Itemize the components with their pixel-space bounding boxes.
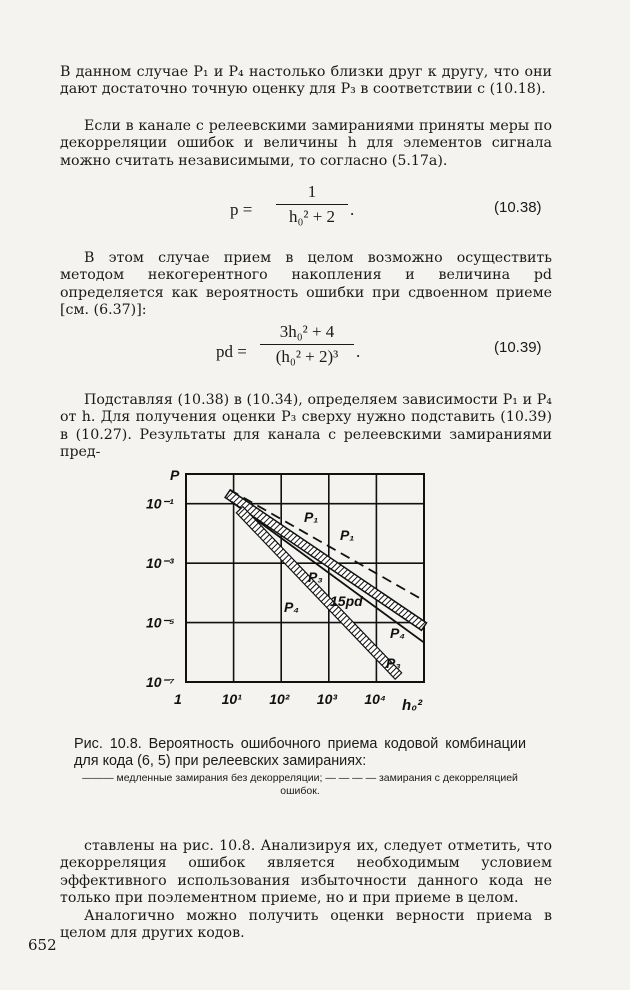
curve-annotation: P₁ [304,509,319,525]
figure-legend: ——— медленные замирания без декорреляции; — — — — замирания с декорреляцией ошибок. [82,772,518,797]
x-axis-label: h₀² [402,697,423,714]
page-number: 652 [28,936,57,954]
curve-annotation: P₄ [284,599,299,615]
paragraph-5: ставлены на рис. 10.8. Анализируя их, следует отметить, что декорреляция ошибок является необходимым условием эффективного использования избыточности данного кода не только при поэлементном приеме, но и при приеме в целом. [60,838,552,907]
x-tick-label: 10² [269,691,290,707]
formula-period: . [356,342,361,361]
curve-p1-dashed [230,490,424,601]
formula-denominator: h₀² + 2 [288,207,336,226]
paragraph-3: В этом случае прием в целом возможно осуществить методом некогерентного накопления и величина pd определяется как вероятность ошибки при сдвоенном приеме [см. (6.37)]: [60,250,552,319]
y-axis-label: P [170,467,180,483]
formula-period: . [350,200,355,219]
formula-lhs: pd = [216,342,247,361]
y-tick-label: 10⁻⁷ [146,674,175,690]
x-tick-label: 10³ [316,691,338,707]
x-tick-label: 1 [174,691,182,707]
x-tick-label: 10¹ [221,691,242,707]
formula-numerator: 3h₀² + 4 [260,322,354,345]
paragraph-1: В данном случае P₁ и P₄ настолько близки друг к другу, что они дают достаточно точную оценку для P₃ в соответствии с (10.18). [60,64,552,98]
formula-denominator: (h₀² + 2)³ [275,347,339,366]
curve-pd [232,502,424,643]
curve-annotation: P₄ [390,625,405,641]
paragraph-6: Аналогично можно получить оценки верности приема в целом для других кодов. [60,908,552,942]
equation-number: (10.39) [494,339,542,356]
figure-caption: Рис. 10.8. Вероятность ошибочного приема кодовой комбинации для кода (6, 5) при релеевских замираниях: [74,736,526,769]
paragraph-2: Если в канале с релеевскими замираниями приняты меры по декорреляции ошибок и величины h для элементов сигнала можно считать независимыми, то согласно (5.17а). [60,118,552,169]
y-tick-label: 10⁻⁵ [146,614,175,631]
y-tick-label: 10⁻¹ [146,495,174,512]
formula-numerator: 1 [276,182,348,205]
formula-lhs: p = [230,200,253,219]
curve-annotation: P₃ [386,655,401,671]
paragraph-4: Подставляя (10.38) в (10.34), определяем зависимости P₁ и P₄ от h. Для получения оценки P₃ сверху нужно подставить (10.39) в (10.27). Результаты для канала с релеевскими замираниями пред- [60,392,552,461]
y-tick-label: 10⁻³ [146,555,174,572]
curve-p1-p4-band [225,490,426,630]
curve-annotation: P₁ [340,527,355,543]
x-tick-label: 10⁴ [364,691,386,707]
curve-annotation: P₃ [308,569,323,585]
curve-annotation: 15pd [330,593,363,609]
equation-number: (10.38) [494,199,542,216]
